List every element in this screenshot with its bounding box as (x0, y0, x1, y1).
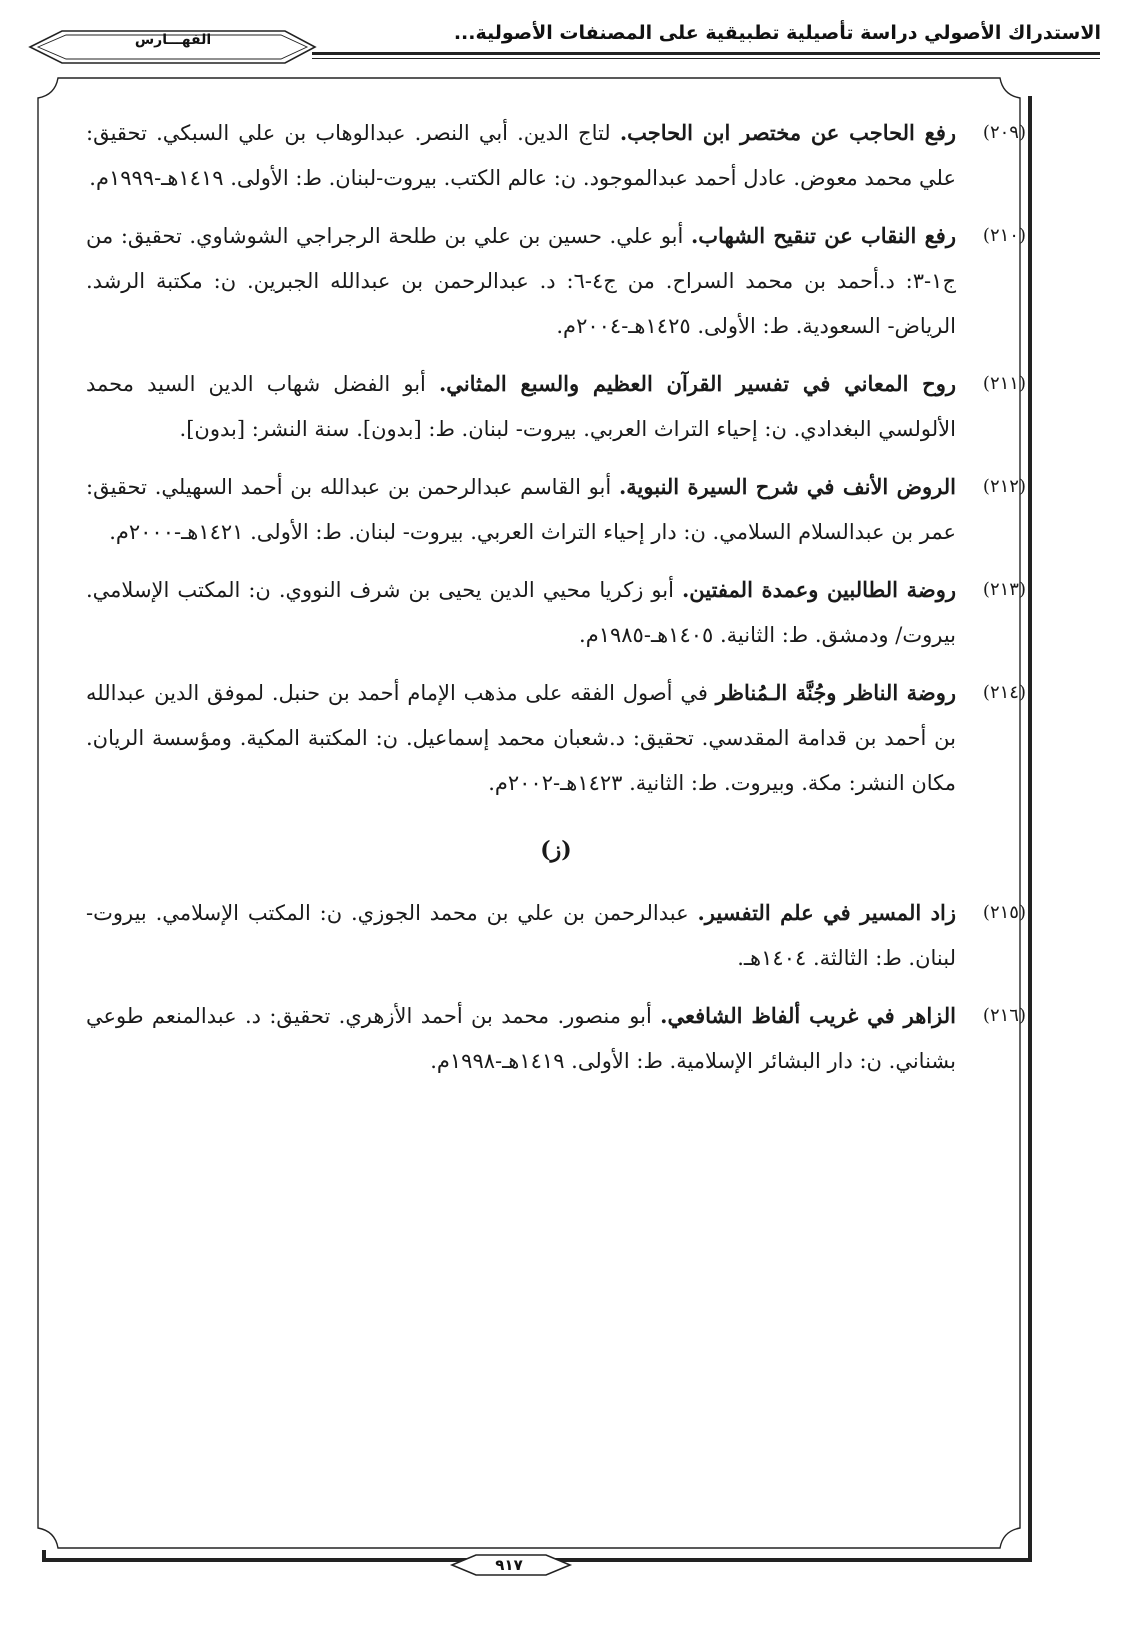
entry-title: زاد المسير في علم التفسير. (697, 900, 957, 925)
entry-body: أبو زكريا محيي الدين يحيى بن شرف النووي. ن: المكتب الإسلامي. بيروت/ ودمشق. ط: الثانية. ١٤٠٥هـ-١٩٨٥م. (86, 578, 956, 647)
bibliography-entry (86, 110, 1026, 201)
entry-number: (٢١٣) (982, 579, 1026, 600)
entry-number: (٢١١) (982, 373, 1026, 394)
entry-body: أبو الفضل شهاب الدين السيد محمد الألولسي البغدادي. ن: إحياء التراث العربي. بيروت- لبنان. ط: [بدون]. سنة النشر: [بدون]. (86, 372, 956, 441)
book-title: الاستدراك الأصولي دراسة تأصيلية تطبيقية على المصنفات الأصولية... (453, 22, 1101, 44)
entry-body: أبو القاسم عبدالرحمن بن عبدالله بن أحمد السهيلي. تحقيق: عمر بن عبدالسلام السلامي. ن: دار إحياء التراث العربي. بيروت- لبنان. ط: الأولى. ١٤٢١هـ-٢٠٠٠م. (86, 475, 956, 544)
entry-body: في أصول الفقه على مذهب الإمام أحمد بن حنبل. لموفق الدين عبدالله بن أحمد بن قدامة المقدسي. تحقيق: د.شعبان محمد إسماعيل. ن: المكتبة المكية. ومؤسسة الريان. مكان النشر: مكة. وبيروت. ط: الثانية. ١٤٢٣هـ-٢٠٠٢م. (86, 681, 956, 795)
bibliography-entry (86, 361, 1026, 452)
entry-number: (٢١٦) (982, 1005, 1026, 1026)
entry-number: (٢١٤) (982, 682, 1026, 703)
section-label: الفهـــارس (134, 32, 212, 48)
bibliography-content (86, 110, 1026, 1096)
entry-body: أبو علي. حسين بن علي بن طلحة الرجراجي الشوشاوي. تحقيق: من ج١-٣: د.أحمد بن محمد السراح. من ج٤-٦: د. عبدالرحمن بن عبدالله الجبرين. ن: مكتبة الرشد. الرياض- السعودية. ط: الأولى. ١٤٢٥هـ-٢٠٠٤م. (86, 224, 956, 338)
page-number: ٩١٧ (495, 1556, 523, 1574)
entry-title: الزاهر في غريب ألفاظ الشافعي. (660, 1003, 956, 1028)
entry-body: لتاج الدين. أبي النصر. عبدالوهاب بن علي السبكي. تحقيق: علي محمد معوض. عادل أحمد عبدالموجود. ن: عالم الكتب. بيروت-لبنان. ط: الأولى. ١٤١٩هـ-١٩٩٩م. (86, 121, 956, 190)
bibliography-entry (86, 213, 1026, 349)
entry-number: (٢١٥) (982, 902, 1026, 923)
bibliography-entry (86, 567, 1026, 658)
entry-body: عبدالرحمن بن علي بن محمد الجوزي. ن: المكتب الإسلامي. بيروت- لبنان. ط: الثالثة. ١٤٠٤هـ. (86, 901, 956, 970)
entry-title: رفع الحاجب عن مختصر ابن الحاجب. (619, 120, 956, 145)
bibliography-entry (86, 890, 1026, 981)
entry-number: (٢٠٩) (982, 122, 1026, 143)
entry-number: (٢١٠) (982, 225, 1026, 246)
bibliography-entry (86, 993, 1026, 1084)
letter-heading: (ز) (540, 837, 572, 863)
entry-title: الروض الأنف في شرح السيرة النبوية. (618, 474, 956, 499)
entry-body: أبو منصور. محمد بن أحمد الأزهري. تحقيق: د. عبدالمنعم طوعي بشناني. ن: دار البشائر الإسلامية. ط: الأولى. ١٤١٩هـ-١٩٩٨م. (86, 1004, 956, 1073)
entry-title: روضة الطالبين وعمدة المفتين. (681, 577, 956, 602)
entry-number: (٢١٢) (982, 476, 1026, 497)
bibliography-entry (86, 464, 1026, 555)
entry-title: روضة الناظر وجُنَّة الـمُناظر (715, 680, 956, 705)
bibliography-entry (86, 670, 1026, 806)
entry-title: روح المعاني في تفسير القرآن العظيم والسبع المثاني. (439, 371, 956, 396)
entry-title: رفع النقاب عن تنقيح الشهاب. (690, 223, 956, 248)
